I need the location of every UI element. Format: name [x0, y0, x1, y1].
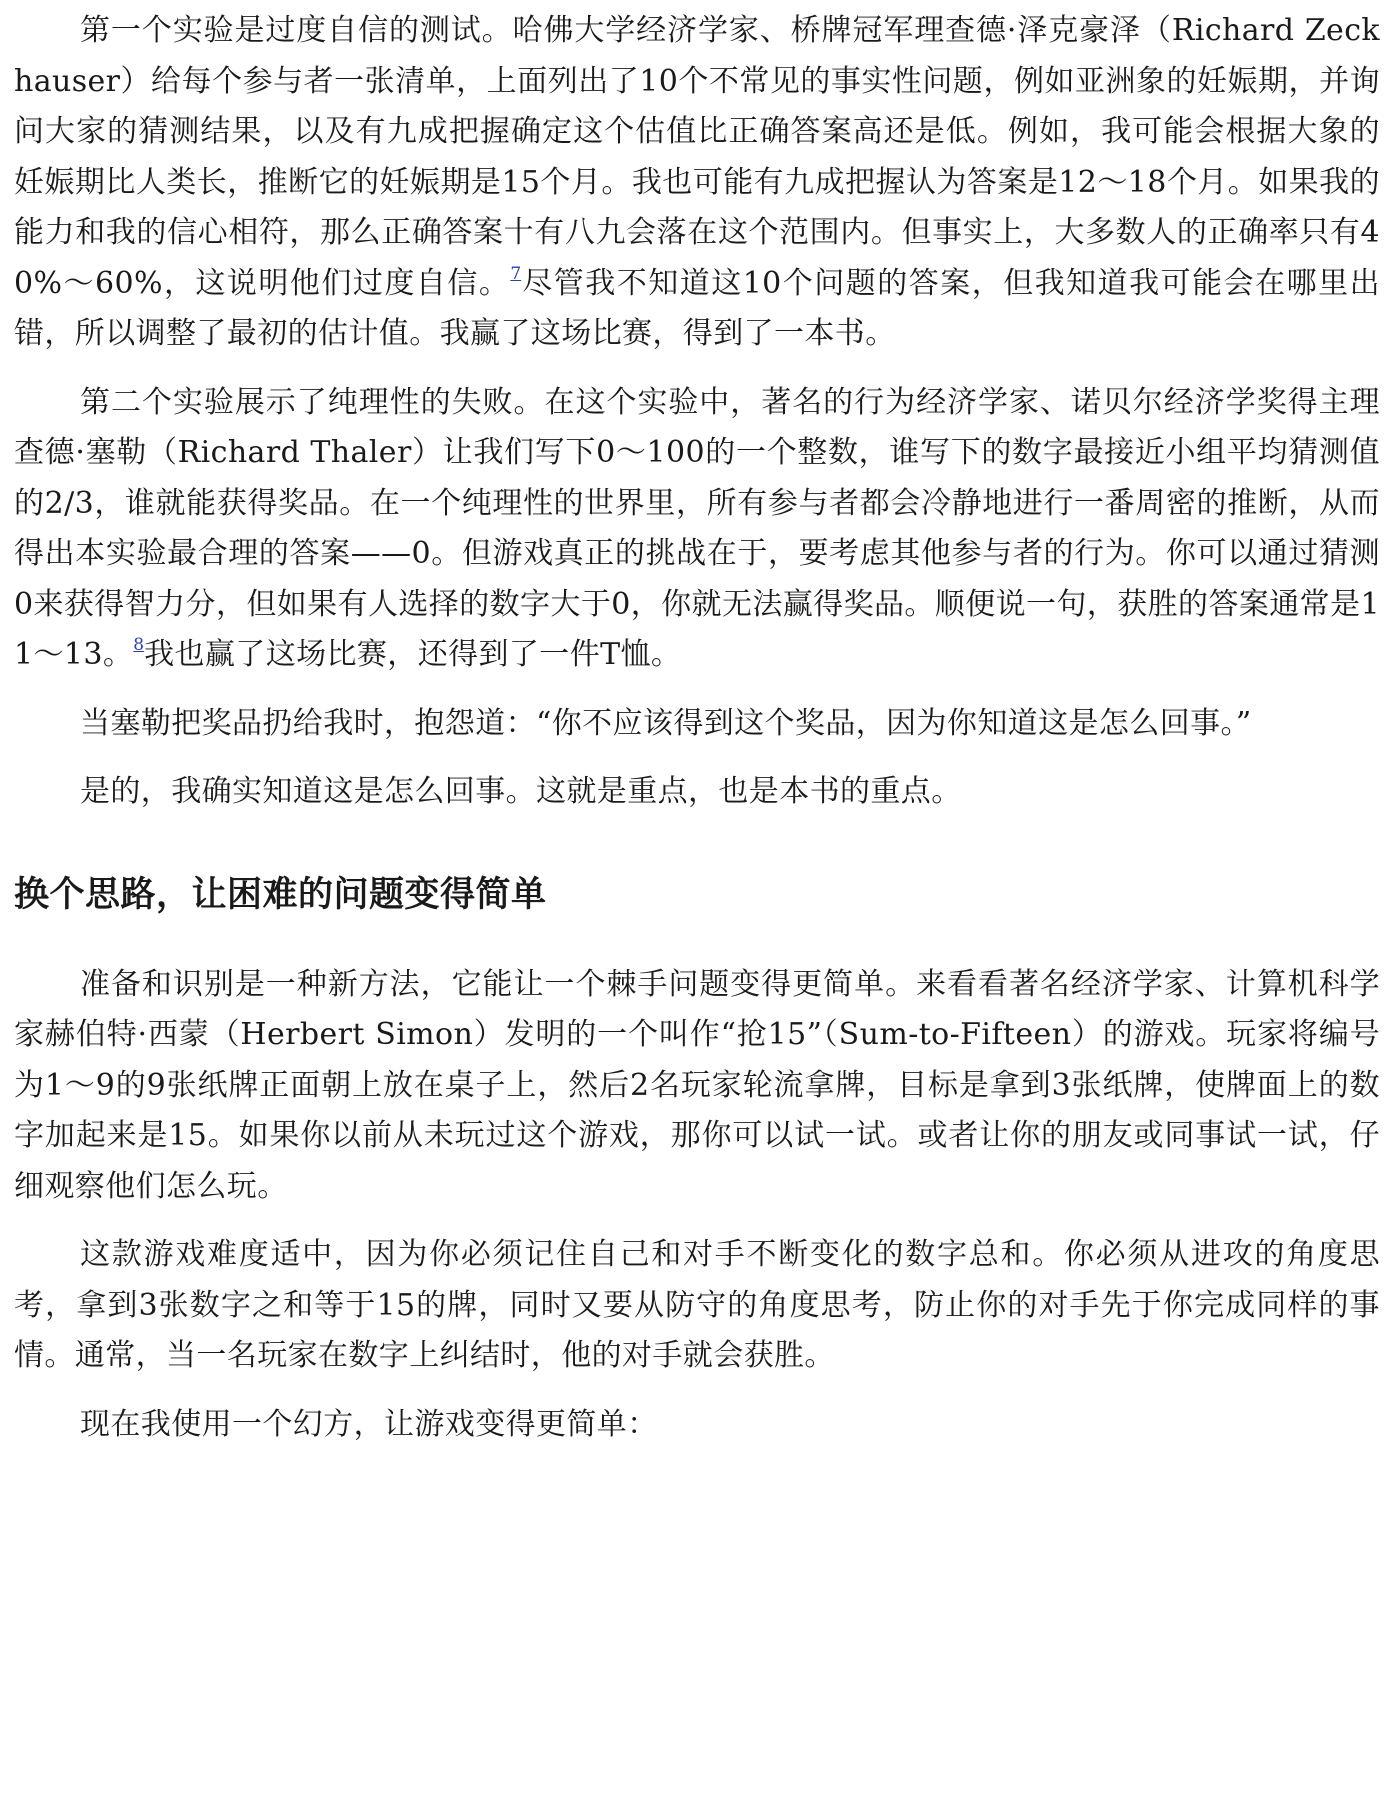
- paragraph-rationality-experiment: [14, 378, 1380, 681]
- page-content: [14, 6, 1380, 1468]
- footnote-link-7[interactable]: 7: [510, 263, 522, 284]
- section-heading: 换个思路，让困难的问题变得简单: [14, 874, 547, 915]
- footnote-link-8[interactable]: 8: [133, 635, 145, 655]
- paragraph-text: 第二个实验展示了纯理性的失败。在这个实验中，著名的行为经济学家、诺贝尔经济学奖得主理查德·塞勒（Richard Thaler）让我们写下0～100的一个整数，谁写下的数字最接近小组平均猜测值的2/3，谁就能获得奖品。在一个纯理性的世界里，所有参与者都会冷静地进行一番周密的推断，从而得出本实验最合理的答案——0。但游戏真正的挑战在于，要考虑其他参与者的行为。你可以通过猜测0来获得智力分，但如果有人选择的数字大于0，你就无法赢得奖品。顺便说一句，获胜的答案通常是11～13。: [14, 384, 1380, 672]
- paragraph-thaler-quote: 当塞勒把奖品扔给我时，抱怨道：“你不应该得到这个奖品，因为你知道这是怎么回事。”: [80, 705, 1252, 741]
- paragraph-game-difficulty: 这款游戏难度适中，因为你必须记住自己和对手不断变化的数字总和。你必须从进攻的角度思考，拿到3张数字之和等于15的牌，同时又要从防守的角度思考，防止你的对手先于你完成同样的事情。通常，当一名玩家在数字上纠结时，他的对手就会获胜。: [14, 1237, 1380, 1373]
- paragraph-sum-to-fifteen: 准备和识别是一种新方法，它能让一个棘手问题变得更简单。来看看著名经济学家、计算机科学家赫伯特·西蒙（Herbert Simon）发明的一个叫作“抢15”（Sum-to-Fifteen）的游戏。玩家将编号为1～9的9张纸牌正面朝上放在桌子上，然后2名玩家轮流拿牌，目标是拿到3张纸牌，使牌面上的数字加起来是15。如果你以前从未玩过这个游戏，那你可以试一试。或者让你的朋友或同事试一试，仔细观察他们怎么玩。: [14, 966, 1380, 1204]
- paragraph-magic-square-intro: 现在我使用一个幻方，让游戏变得更简单：: [80, 1406, 658, 1442]
- paragraph-text: 我也赢了这场比赛，还得到了一件T恤。: [144, 637, 682, 672]
- paragraph-text: 第一个实验是过度自信的测试。哈佛大学经济学家、桥牌冠军理查德·泽克豪泽（Richard Zeckhauser）给每个参与者一张清单，上面列出了10个不常见的事实性问题，例如亚洲象的妊娠期，并询问大家的猜测结果，以及有九成把握确定这个估值比正确答案高还是低。例如，我可能会根据大象的妊娠期比人类长，推断它的妊娠期是15个月。我也可能有九成把握认为答案是12～18个月。如果我的能力和我的信心相符，那么正确答案十有八九会落在这个范围内。但事实上，大多数人的正确率只有40%～60%，这说明他们过度自信。: [14, 13, 1380, 301]
- paragraph-text: 尽管我不知道这10个问题的答案，但我知道我可能会在哪里出错，所以调整了最初的估计值。我赢了这场比赛，得到了一本书。: [14, 265, 1380, 351]
- paragraph-overconfidence-experiment: [14, 6, 1380, 360]
- paragraph-book-point: 是的，我确实知道这是怎么回事。这就是重点，也是本书的重点。: [80, 774, 962, 809]
